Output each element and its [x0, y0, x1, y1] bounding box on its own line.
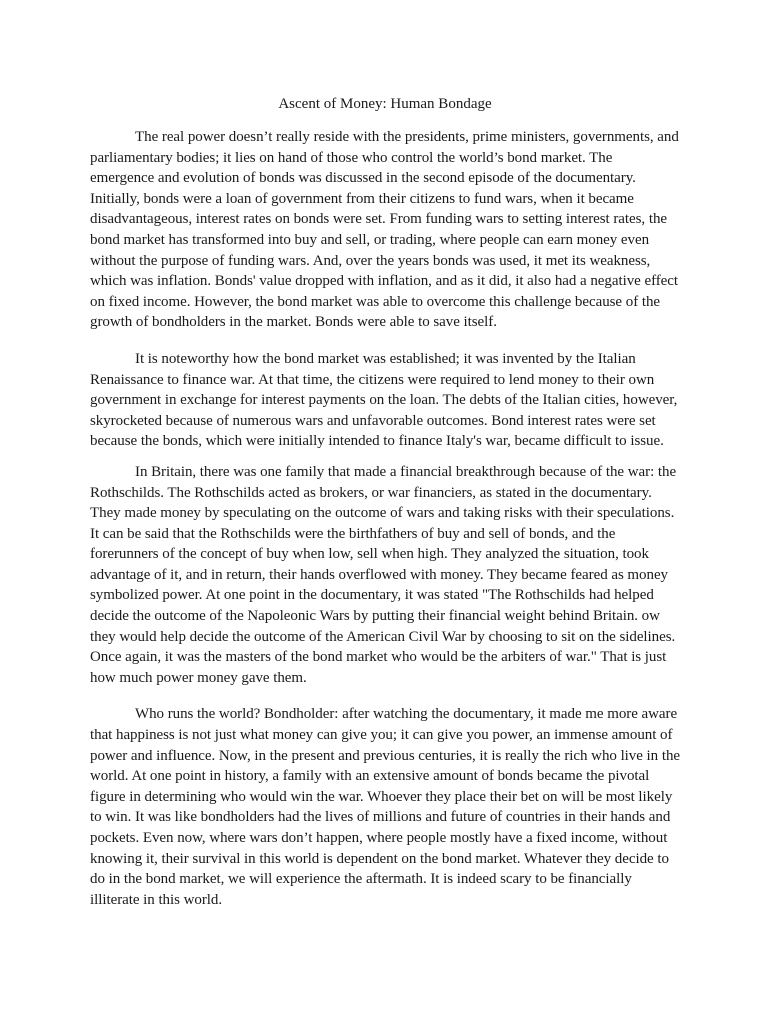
document-title: Ascent of Money: Human Bondage [278, 96, 492, 112]
paragraph-4: Who runs the world? Bondholder: after watching the documentary, it made me more aware that happiness is not just what money can give you; it can give you power, an immense amount of power and influence. Now, in the present and previous centuries, it is really the rich who live in the world. At one point in history, a family with an extensive amount of bonds became the pivotal figure in determining who would win the war. Whoever they place their bet on will be most likely to win. It was like bondholders had the lives of millions and future of countries in their hands and pockets. Even now, where wars don’t happen, where people mostly have a fixed income, without knowing it, their survival in this world is dependent on the bond market. Whatever they decide to do in the bond market, we will experience the aftermath. It is indeed scary to be financially illiterate in this world. [90, 706, 681, 908]
paragraph-1: The real power doesn’t really reside with the presidents, prime ministers, governments, and parliamentary bodies; it lies on hand of those who control the world’s bond market. The emergence and evolution of bonds was discussed in the second episode of the documentary. Initially, bonds were a loan of government from their citizens to fund wars, when it became disadvantageous, interest rates on bonds were set. From funding wars to setting interest rates, the bond market has transformed into buy and sell, or trading, where people can earn money even without the purpose of funding wars. And, over the years bonds was used, it met its weakness, which was inflation. Bonds' value dropped with inflation, and as it did, it also had a negative effect on fixed income. However, the bond market was able to overcome this challenge because of the growth of bondholders in the market. Bonds were able to save itself. [90, 129, 679, 331]
document-body [90, 94, 680, 910]
paragraph-2: It is noteworthy how the bond market was established; it was invented by the Italian Renaissance to finance war. At that time, the citizens were required to lend money to their own government in exchange for interest payments on the loan. The debts of the Italian cities, however, skyrocketed because of numerous wars and unfavorable outcomes. Bond interest rates were set because the bonds, which were initially intended to finance Italy's war, became difficult to issue. [90, 350, 678, 450]
paragraph-3: In Britain, there was one family that made a financial breakthrough because of the war: the Rothschilds. The Rothschilds acted as brokers, or war financiers, as stated in the documentary. They made money by speculating on the outcome of wars and taking risks with their speculations. It can be said that the Rothschilds were the birthfathers of buy and sell of bonds, and the forerunners of the concept of buy when low, sell when high. They analyzed the situation, took advantage of it, and in return, their hands overflowed with money. They became feared as money symbolized power. At one point in the documentary, it was stated "The Rothschilds had helped decide the outcome of the Napoleonic Wars by putting their financial weight behind Britain. ow they would help decide the outcome of the American Civil War by choosing to sit on the sidelines. Once again, it was the masters of the bond market who would be the arbiters of war." That is just how much power money gave them. [90, 463, 677, 686]
